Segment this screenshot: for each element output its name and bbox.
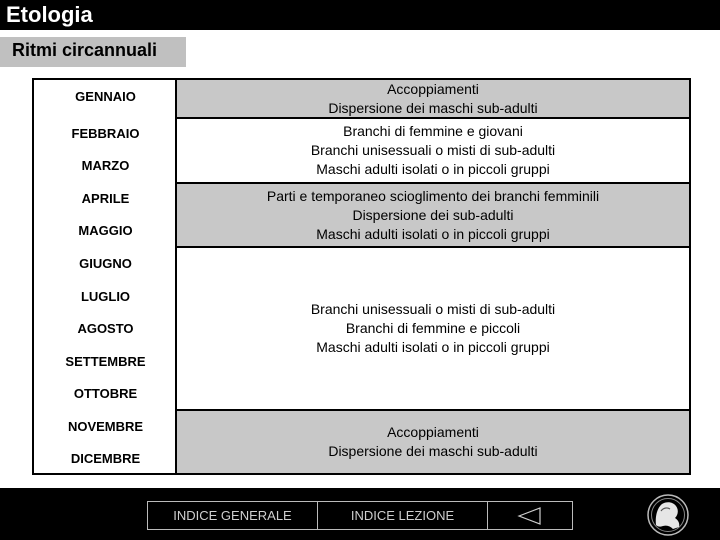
month-label: AGOSTO [77, 321, 134, 336]
month-label: FEBBRAIO [71, 126, 140, 141]
month-label: LUGLIO [80, 289, 131, 304]
month-label: MAGGIO [78, 223, 133, 238]
lesson-index-button[interactable]: INDICE LEZIONE [350, 508, 455, 523]
phase-line: Branchi di femmine e piccoli [345, 320, 521, 336]
title-bar [0, 0, 720, 30]
navigation-bar [147, 501, 573, 530]
phase-line: Accoppiamenti [387, 424, 479, 440]
general-index-button[interactable]: INDICE GENERALE [173, 508, 292, 523]
phase-line: Dispersione dei maschi sub-adulti [328, 443, 538, 459]
phase-line: Dispersione dei sub-adulti [352, 206, 514, 223]
logo-graphic [646, 493, 690, 537]
month-label: OTTOBRE [73, 386, 138, 401]
phase-row [177, 119, 689, 182]
section-title: Ritmi circannuali [12, 40, 158, 60]
phase-row [177, 248, 689, 409]
month-label: GENNAIO [75, 89, 136, 104]
month-label: NOVEMBRE [67, 419, 144, 434]
month-label: APRILE [81, 191, 130, 206]
phase-line: Accoppiamenti [387, 80, 479, 97]
phase-line: Parti e temporaneo scioglimento dei branchi femminili [266, 187, 600, 204]
phase-row [177, 184, 689, 246]
month-label: MARZO [81, 158, 130, 173]
months-column [32, 78, 177, 475]
phase-row [177, 80, 689, 117]
phase-line: Branchi unisessuali o misti di sub-adulti [310, 142, 556, 158]
hand-logo-icon[interactable] [646, 493, 690, 537]
phase-line: Branchi unisessuali o misti di sub-adulti [310, 301, 556, 317]
month-label: SETTEMBRE [65, 354, 146, 369]
phase-line: Maschi adulti isolati o in piccoli gruppi [316, 225, 550, 242]
app-title: Etologia [6, 2, 93, 27]
phase-line: Branchi di femmine e giovani [343, 123, 523, 139]
phase-line: Dispersione dei maschi sub-adulti [328, 99, 538, 116]
back-button[interactable] [488, 502, 572, 529]
phases-column [175, 78, 691, 475]
month-label: DICEMBRE [70, 451, 141, 466]
phase-line: Maschi adulti isolati o in piccoli gruppi [316, 339, 550, 355]
phase-line: Maschi adulti isolati o in piccoli gruppi [316, 161, 550, 177]
section-header [0, 37, 186, 67]
back-triangle-icon [517, 506, 543, 526]
month-label: GIUGNO [79, 256, 132, 271]
phase-row [177, 411, 689, 473]
